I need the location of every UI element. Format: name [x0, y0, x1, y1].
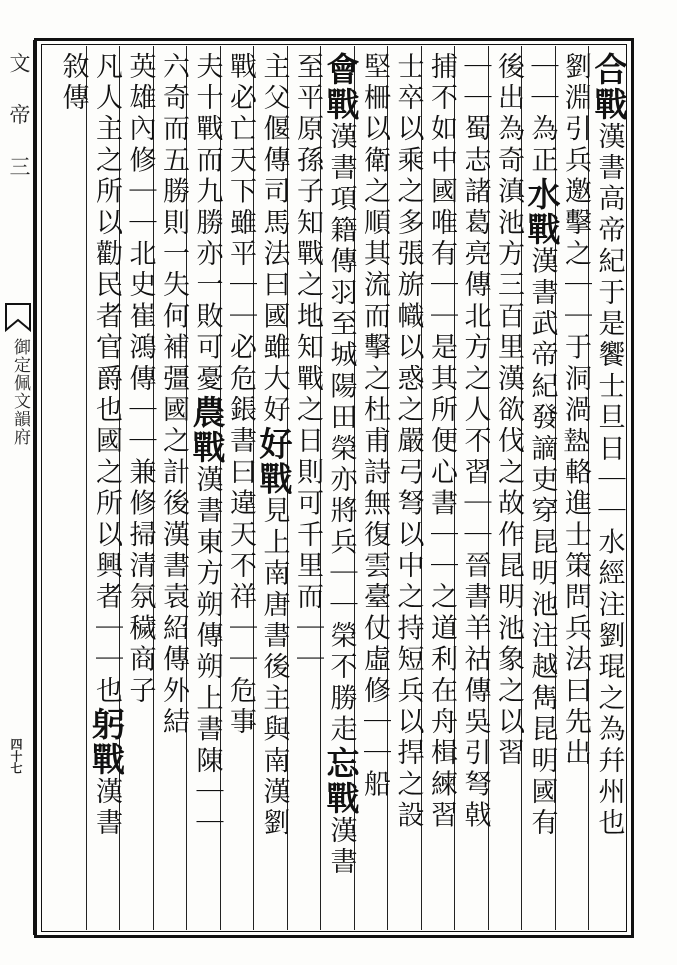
- entry-text: 漢書東方朔傳朔上書陳｜｜: [191, 465, 223, 840]
- column-text: [53, 52, 93, 114]
- entry-text: 漢書高帝紀于是饗士旦日｜｜水經注劉琨之為幷州也: [593, 122, 625, 840]
- entry-text: 主父偃傳司馬法曰國雖大好: [258, 52, 290, 427]
- entry-heading: 忘戰: [321, 746, 361, 816]
- entry-text: 六奇而五勝則一失何補: [158, 52, 189, 364]
- entry-text: 漢書武帝紀發謫吏穿昆明池注越雋昆明國有: [526, 246, 558, 840]
- entry-text: 漢書: [325, 816, 357, 879]
- gutter-top-fragment: 文 帝 三: [7, 52, 31, 189]
- entry-text: 漢書: [91, 777, 122, 840]
- entry-text: 堅柵以衛之順其流而擊之杜甫詩無復雲臺仗虛修｜｜船: [359, 52, 390, 801]
- entry-text: 凡人主之所以勸民者官爵也國之所以興者｜｜也: [91, 52, 122, 708]
- entry-text: 劉淵引兵邀擊之｜｜于洞渦𥂕輅進士策問兵法曰先出: [560, 52, 591, 770]
- entry-text: 滇池方三百里漢欲伐之故作昆明池象之以習: [493, 176, 524, 770]
- entry-heading: 水戰: [522, 176, 562, 247]
- page-number: 四十七: [9, 738, 23, 774]
- entry-text: 鋹書曰違天不祥｜｜危事: [225, 395, 256, 739]
- entry-text: 見上南唐書後主與南漢劉: [258, 496, 290, 840]
- entry-text: ｜｜為正: [526, 52, 558, 177]
- fishtail-mark-icon: [4, 300, 32, 334]
- entry-text: 捕不如中國唯有｜｜是其所便心書｜｜之道利在舟楫練習: [426, 52, 457, 832]
- entry-text: 漢書項籍傳羽至城陽田榮亦將兵｜｜榮不勝走: [325, 122, 357, 746]
- book-title: 御定佩文韻府: [10, 338, 30, 446]
- entry-text: 後出為奇: [493, 52, 524, 177]
- entry-text: 彊國之計後漢書袁紹傳外結: [158, 364, 189, 739]
- entry-heading: 會戰: [321, 52, 361, 122]
- entry-text: 至平原孫子知戰之地知戰之日則可千里而｜｜: [292, 52, 323, 676]
- entry-heading: 好戰: [254, 426, 294, 497]
- entry-heading: 合戰: [589, 52, 629, 122]
- entry-text: 夫十戰而九勝亦一敗可憂: [191, 52, 223, 396]
- entry-text: ｜｜蜀志諸葛亮傳北方之人不習｜｜晉書羊祜傳吳引弩戟: [459, 52, 491, 832]
- text-column-17: [53, 52, 93, 922]
- entry-heading: 農戰: [187, 395, 227, 466]
- entry-heading: 躬戰: [87, 707, 126, 778]
- entry-text: 戰必亡天下雖平｜｜必危: [225, 52, 256, 396]
- entry-text: 士卒以乘之多張旂幟以惑之嚴弓弩以中之持短兵以捍之設: [392, 52, 424, 832]
- entry-text: 英雄內修｜｜北史崔鴻傳｜｜兼修掃清氛穢商子: [124, 52, 156, 708]
- entry-text: 敘傳: [57, 52, 89, 115]
